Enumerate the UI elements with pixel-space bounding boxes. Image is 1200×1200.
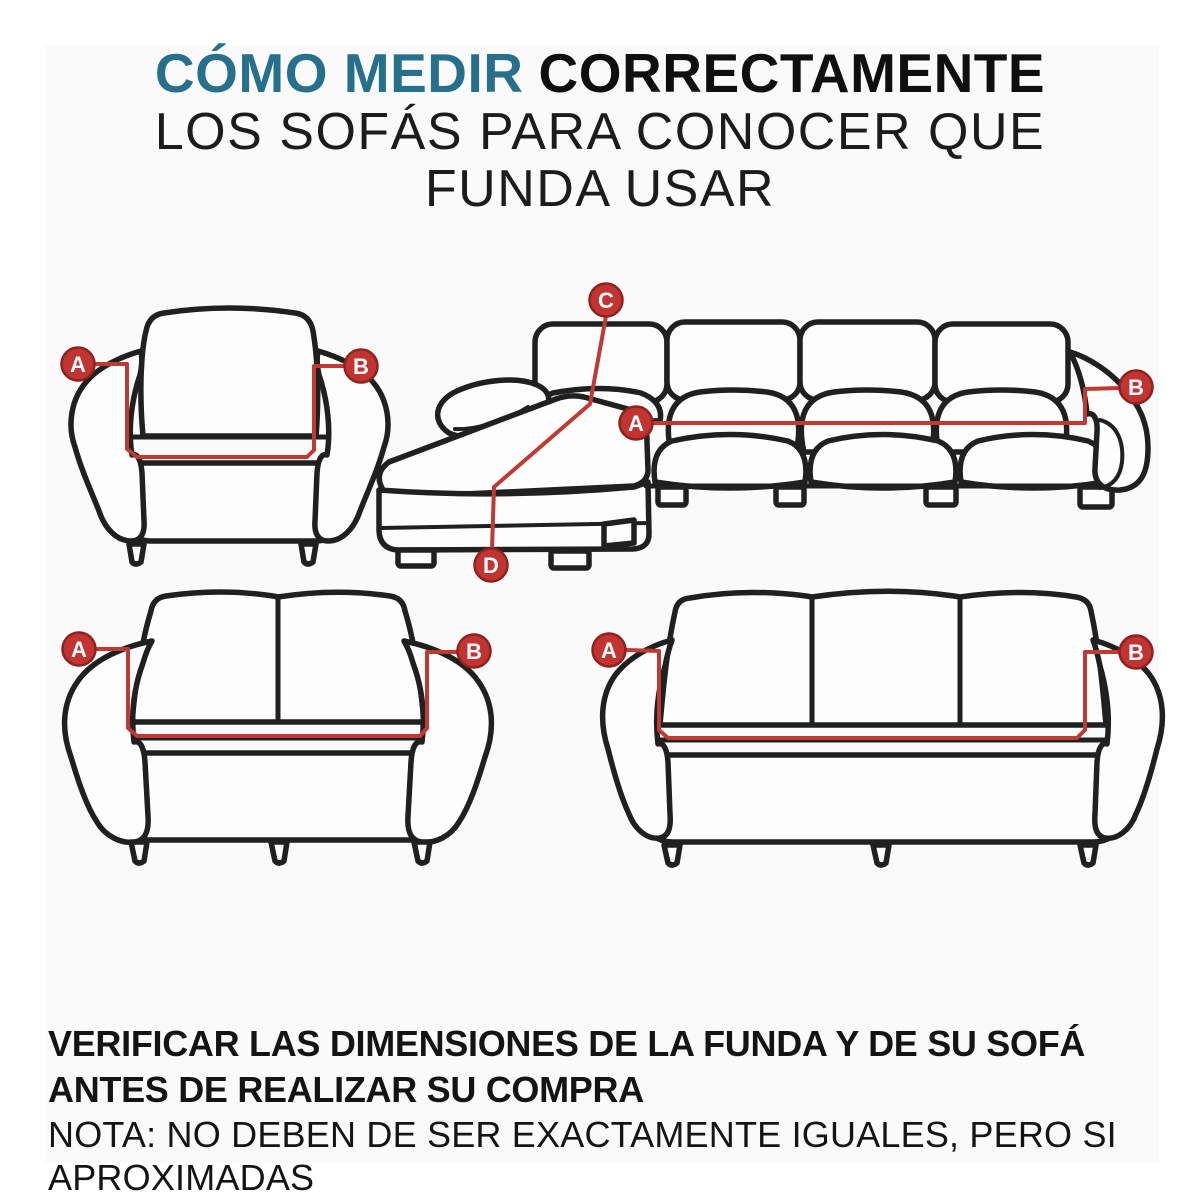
leg	[301, 544, 316, 564]
leg	[551, 551, 589, 568]
leg	[414, 842, 430, 863]
loveseat-diagram	[63, 592, 492, 863]
base	[638, 755, 1128, 842]
leg	[776, 487, 804, 505]
base	[122, 463, 344, 541]
marker-a	[63, 633, 96, 666]
marker-a	[593, 634, 626, 667]
leg	[604, 520, 634, 546]
marker-a-label: A	[70, 352, 86, 377]
marker-a-label: A	[601, 638, 617, 663]
marker-b	[1120, 636, 1153, 669]
right-arm	[404, 641, 491, 842]
three-seat-sofa-diagram	[593, 591, 1163, 865]
title-accent-text: CÓMO MEDIR	[154, 42, 524, 104]
marker-d-label: D	[483, 553, 499, 578]
back-cushion	[141, 308, 318, 436]
footer-text	[48, 1021, 1158, 1199]
leg	[131, 842, 147, 863]
marker-c	[590, 284, 623, 317]
sectional-sofa-diagram	[379, 284, 1153, 582]
warning-line-1: VERIFICAR LAS DIMENSIONES DE LA FUNDA Y DE SU SOFÁ	[48, 1023, 1086, 1064]
marker-b-label: B	[1128, 375, 1144, 400]
marker-a	[62, 348, 95, 381]
marker-b-label: B	[353, 354, 369, 379]
armchair-diagram	[62, 308, 389, 564]
note-line-2: APROXIMADAS	[48, 1157, 315, 1198]
leg	[271, 842, 287, 863]
marker-d	[475, 549, 508, 582]
leg	[873, 845, 889, 865]
marker-b-label: B	[1128, 640, 1144, 665]
seat-cushion	[810, 435, 956, 489]
marker-b	[1120, 371, 1153, 404]
marker-a	[620, 407, 653, 440]
marker-b	[345, 350, 378, 383]
back-cushions	[660, 591, 1106, 725]
leg	[658, 487, 686, 505]
marker-a-label: A	[71, 637, 87, 662]
leg	[664, 845, 680, 865]
note-line-1: NOTA: NO DEBEN DE SER EXACTAMENTE IGUALES, PERO SI	[48, 1114, 1117, 1155]
leg	[1080, 845, 1096, 865]
warning-line-2: ANTES DE REALIZAR SU COMPRA	[48, 1069, 644, 1110]
seat-cushion	[960, 435, 1106, 489]
seat-cushion	[654, 435, 806, 489]
marker-b-label: B	[466, 639, 482, 664]
leg	[129, 544, 144, 564]
title-rest-text: CORRECTAMENTE	[538, 42, 1046, 104]
title-line-3: FUNDA USAR	[424, 160, 776, 218]
left-arm	[65, 641, 152, 842]
leg	[398, 550, 434, 566]
marker-b	[458, 635, 491, 668]
base	[106, 753, 451, 840]
leg	[926, 487, 956, 505]
marker-c-label: C	[598, 288, 614, 313]
marker-a-label: A	[628, 411, 644, 436]
title-line-2: LOS SOFÁS PARA CONOCER QUE	[154, 103, 1046, 161]
